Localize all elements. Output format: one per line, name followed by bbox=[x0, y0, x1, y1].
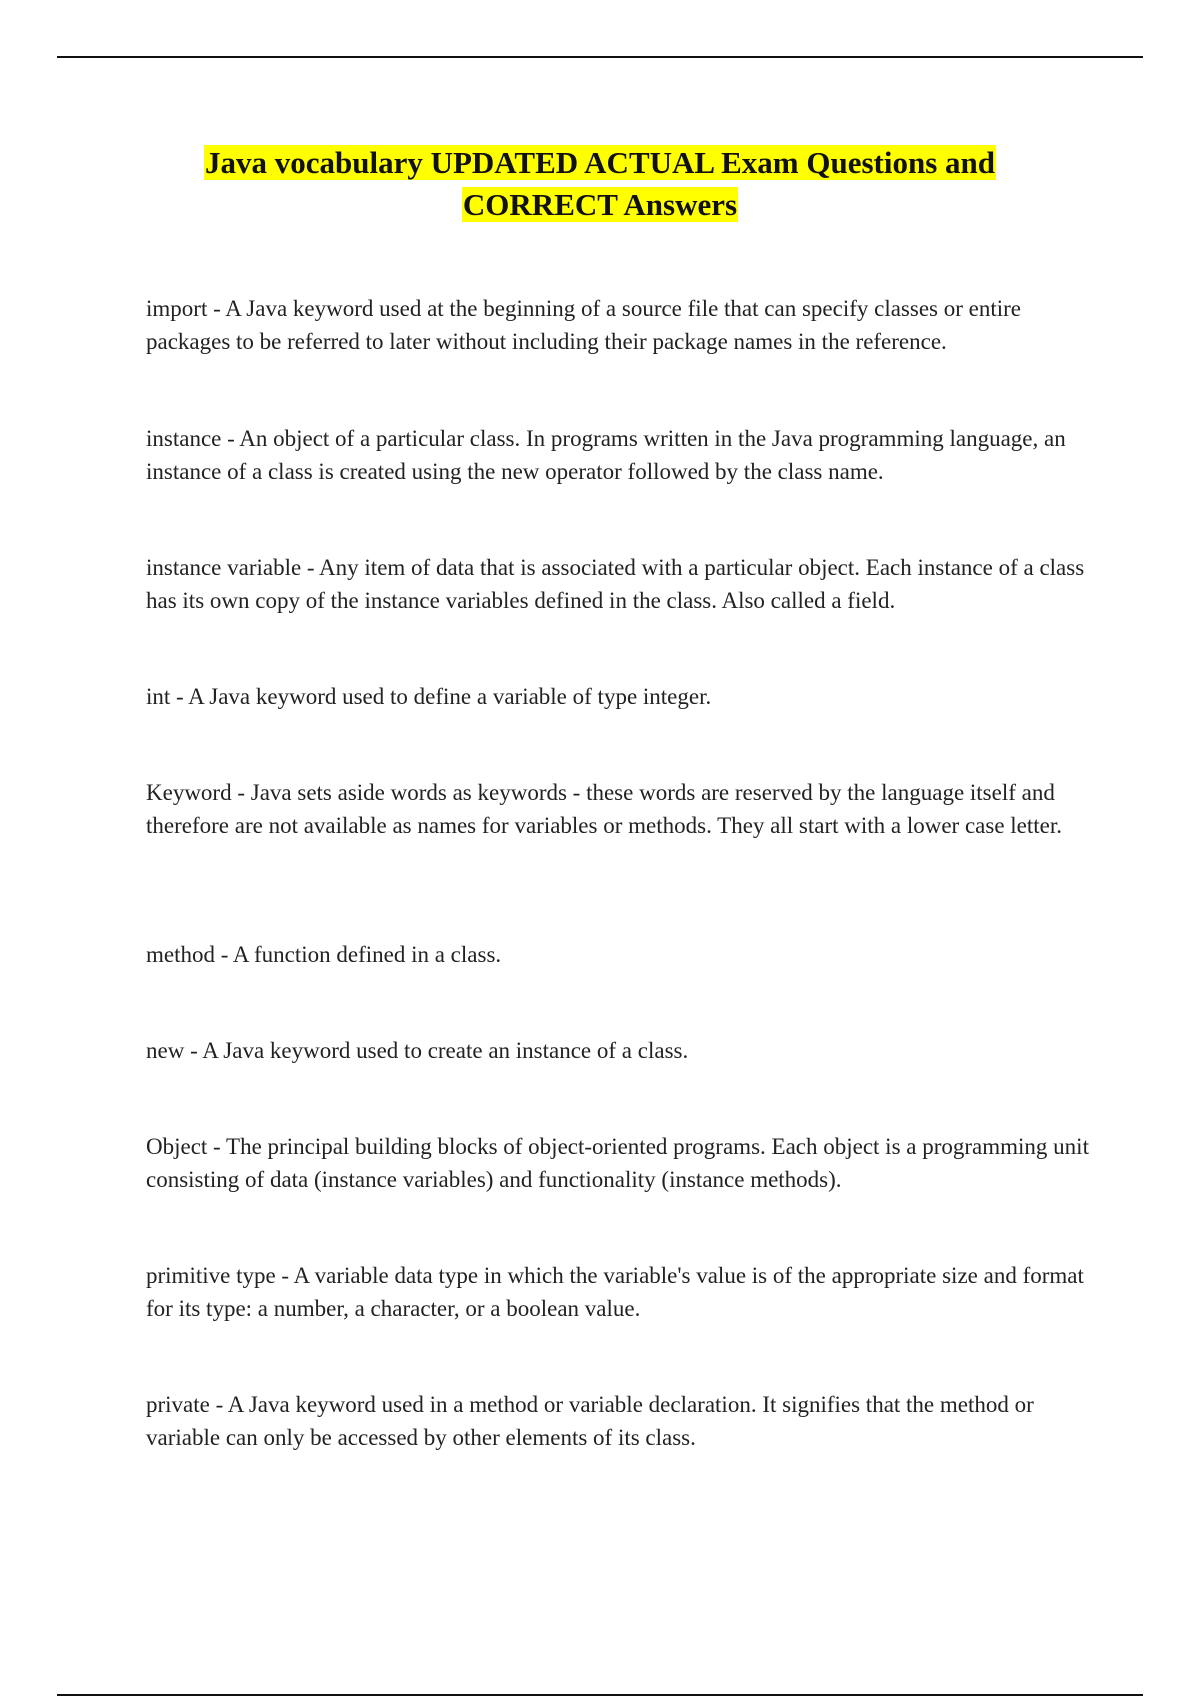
vocab-entry-new: new - A Java keyword used to create an instance of a class. bbox=[146, 1038, 689, 1063]
vocab-entry-private: private - A Java keyword used in a method or variable declaration. It signifies that the method or variable can only be accessed by other elements of its class. bbox=[146, 1392, 1034, 1450]
vocab-entry-int: int - A Java keyword used to define a variable of type integer. bbox=[146, 684, 712, 709]
top-divider bbox=[57, 56, 1143, 58]
vocab-entry-object: Object - The principal building blocks of object-oriented programs. Each object is a programming unit consisting of data (instance variables) and functionality (instance methods). bbox=[146, 1134, 1089, 1192]
title-line-2: CORRECT Answers bbox=[462, 187, 738, 222]
vocab-entry-primitive-type: primitive type - A variable data type in which the variable's value is of the appropriate size and format for its type: a number, a character, or a boolean value. bbox=[146, 1263, 1084, 1321]
vocab-entry-instance-variable: instance variable - Any item of data that is associated with a particular object. Each instance of a class has its own copy of the instance variables defined in the class. Also called a field. bbox=[146, 555, 1085, 613]
vocab-entry-import: import - A Java keyword used at the beginning of a source file that can specify classes or entire packages to be referred to later without including their package names in the reference. bbox=[146, 296, 1021, 354]
vocab-entry-method: method - A function defined in a class. bbox=[146, 942, 502, 967]
title-line-1: Java vocabulary UPDATED ACTUAL Exam Questions and bbox=[204, 145, 996, 180]
vocab-entry-instance: instance - An object of a particular class. In programs written in the Java programming language, an instance of a class is created using the new operator followed by the class name. bbox=[146, 426, 1066, 484]
bottom-divider bbox=[57, 1694, 1143, 1696]
document-title bbox=[150, 142, 1050, 226]
vocab-entry-keyword: Keyword - Java sets aside words as keywords - these words are reserved by the language itself and therefore are not available as names for variables or methods. They all start with a lower case letter. bbox=[146, 780, 1063, 838]
